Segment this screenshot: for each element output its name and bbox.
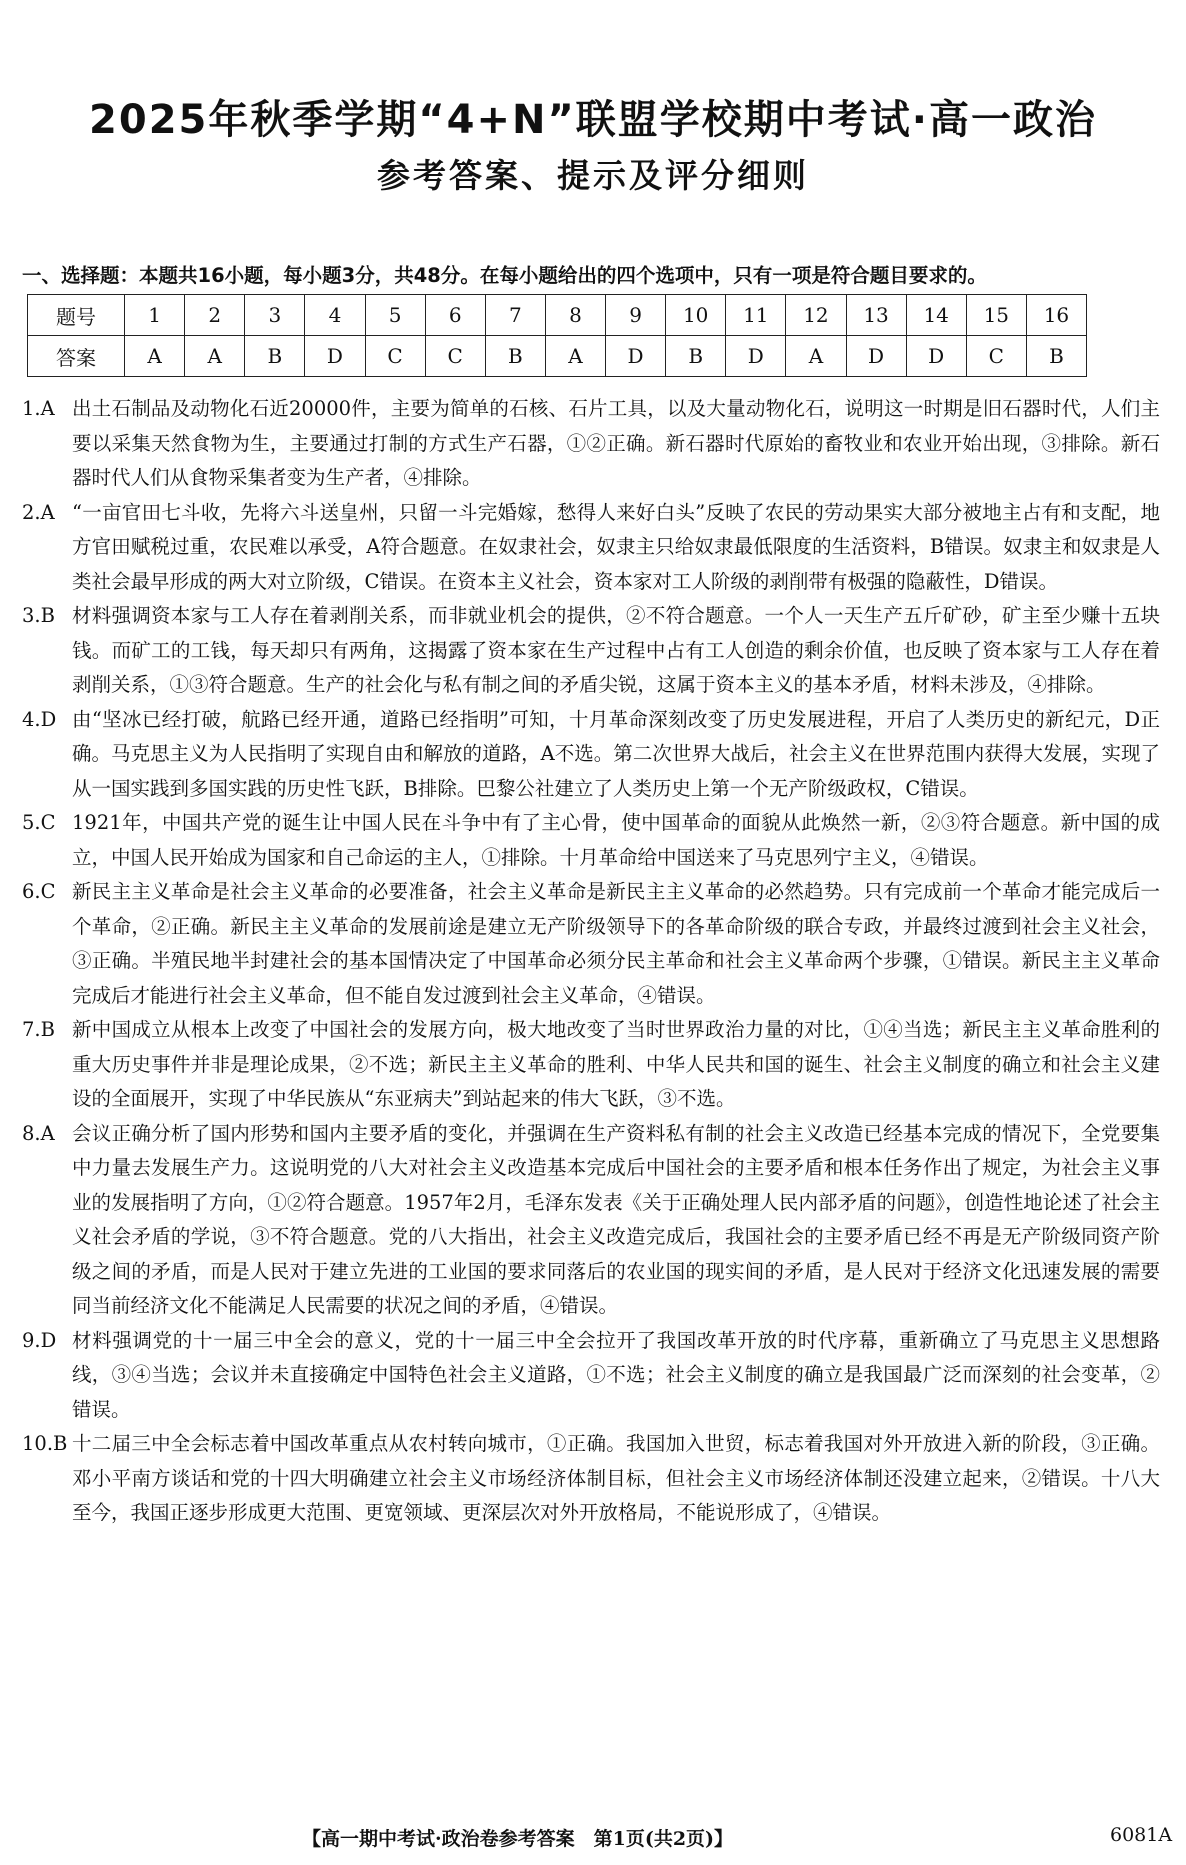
question-number: 13 (846, 295, 906, 336)
answer-cell: A (786, 336, 846, 377)
question-number: 1 (125, 295, 185, 336)
question-number: 7 (485, 295, 545, 336)
answer-row (28, 336, 1087, 377)
answer-cell: C (425, 336, 485, 377)
item-text: 由“坚冰已经打破，航路已经开通，道路已经指明”可知，十月革命深刻改变了历史发展进程，开启了人类历史的新纪元，D正确。马克思主义为人民指明了实现自由和解放的道路，A不选。第二次世界大战后，社会主义在世界范围内获得大发展，实现了从一国实践到多国实践的历史性飞跃，B排除。巴黎公社建立了人类历史上第一个无产阶级政权，C错误。 (72, 707, 1160, 800)
item-label: 9.D (22, 1328, 57, 1352)
answer-cell: B (485, 336, 545, 377)
row-label-question: 题号 (28, 295, 125, 336)
item-label: 4.D (22, 707, 57, 731)
item-label: 10.B (22, 1432, 68, 1455)
item-label: 5.C (22, 811, 56, 834)
item-text: 会议正确分析了国内形势和国内主要矛盾的变化，并强调在生产资料私有制的社会主义改造已经基本完成的情况下，全党要集中力量去发展生产力。这说明党的八大对社会主义改造基本完成后中国社会的主要矛盾和根本任务作出了规定，为社会主义事业的发展指明了方向，①②符合题意。1957年2月，毛泽东发表《关于正确处理人民内部矛盾的问题》，创造性地论述了社会主义社会矛盾的学说，③不符合题意。党的八大指出，社会主义改造完成后，我国社会的主要矛盾已经不再是无产阶级同资产阶级之间的矛盾，而是人民对于建立先进的工业国的要求同落后的农业国的现实间的矛盾，是人民对于经济文化迅速发展的需要同当前经济文化不能满足人民需要的状况之间的矛盾，④错误。 (72, 1121, 1160, 1317)
answer-cell: D (906, 336, 966, 377)
answer-cell: D (606, 336, 666, 377)
answer-cell: A (545, 336, 605, 377)
question-number: 12 (786, 295, 846, 336)
answer-table (27, 294, 1087, 377)
item-text: “一亩官田七斗收，先将六斗送皇州，只留一斗完婚嫁，愁得人来好白头”反映了农民的劳动果实大部分被地主占有和支配，地方官田赋税过重，农民难以承受，A符合题意。在奴隶社会，奴隶主只给奴隶最低限度的生活资料，B错误。奴隶主和奴隶是人类社会最早形成的两大对立阶级，C错误。在资本主义社会，资本家对工人阶级的剥削带有极强的隐蔽性，D错误。 (72, 500, 1160, 593)
explanation-item (22, 1013, 1160, 1117)
item-label: 2.A (22, 500, 55, 524)
explanation-item (22, 599, 1160, 703)
question-number: 2 (185, 295, 245, 336)
item-label: 6.C (22, 880, 56, 903)
item-text: 新民主主义革命是社会主义革命的必要准备，社会主义革命是新民主主义革命的必然趋势。只有完成前一个革命才能完成后一个革命，②正确。新民主主义革命的发展前途是建立无产阶级领导下的各革命阶级的联合专政，并最终过渡到社会主义社会，③正确。半殖民地半封建社会的基本国情决定了中国革命必须分民主革命和社会主义革命两个步骤，①错误。新民主主义革命完成后才能进行社会主义革命，但不能自发过渡到社会主义革命，④错误。 (72, 880, 1160, 1007)
item-text: 十二届三中全会标志着中国改革重点从农村转向城市，①正确。我国加入世贸，标志着我国对外开放进入新的阶段，③正确。邓小平南方谈话和党的十四大明确建立社会主义市场经济体制目标，但社会主义市场经济体制还没建立起来，②错误。十八大至今，我国正逐步形成更大范围、更宽领域、更深层次对外开放格局，不能说形成了，④错误。 (72, 1432, 1160, 1524)
question-number: 5 (365, 295, 425, 336)
explanation-item (22, 1117, 1160, 1324)
answer-cell: A (125, 336, 185, 377)
item-text: 材料强调党的十一届三中全会的意义，党的十一届三中全会拉开了我国改革开放的时代序幕，重新确立了马克思主义思想路线，③④当选；会议并未直接确定中国特色社会主义道路，①不选；社会主义制度的确立是我国最广泛而深刻的社会变革，②错误。 (72, 1328, 1160, 1421)
question-number: 8 (545, 295, 605, 336)
row-label-answer: 答案 (28, 336, 125, 377)
item-text: 出土石制品及动物化石近20000件，主要为简单的石核、石片工具，以及大量动物化石，说明这一时期是旧石器时代，人们主要以采集天然食物为生，主要通过打制的方式生产石器，①②正确。新石器时代原始的畜牧业和农业开始出现，③排除。新石器时代人们从食物采集者变为生产者，④排除。 (72, 397, 1160, 489)
item-text: 材料强调资本家与工人存在着剥削关系，而非就业机会的提供，②不符合题意。一个人一天生产五斤矿砂，矿主至少赚十五块钱。而矿工的工钱，每天却只有两角，这揭露了资本家在生产过程中占有工人创造的剩余价值，也反映了资本家与工人存在着剥削关系，①③符合题意。生产的社会化与私有制之间的矛盾尖锐，这属于资本主义的基本矛盾，材料未涉及，④排除。 (72, 604, 1160, 696)
item-text: 新中国成立从根本上改变了中国社会的发展方向，极大地改变了当时世界政治力量的对比，①④当选；新民主主义革命胜利的重大历史事件并非是理论成果，②不选；新民主主义革命的胜利、中华人民共和国的诞生、社会主义制度的确立和社会主义建设的全面展开，实现了中华民族从“东亚病夫”到站起来的伟大飞跃，③不选。 (72, 1018, 1160, 1110)
question-number: 6 (425, 295, 485, 336)
explanation-item (22, 1427, 1160, 1531)
answer-cell: B (245, 336, 305, 377)
item-label: 8.A (22, 1121, 55, 1145)
question-number: 4 (305, 295, 365, 336)
question-number: 14 (906, 295, 966, 336)
answer-cell: D (726, 336, 786, 377)
question-number: 10 (666, 295, 726, 336)
question-number: 9 (606, 295, 666, 336)
question-number: 3 (245, 295, 305, 336)
explanation-item (22, 392, 1160, 496)
item-text: 1921年，中国共产党的诞生让中国人民在斗争中有了主心骨，使中国革命的面貌从此焕然一新，②③符合题意。新中国的成立，中国人民开始成为国家和自己命运的主人，①排除。十月革命给中国送来了马克思列宁主义，④错误。 (72, 811, 1160, 869)
answer-cell: B (1026, 336, 1086, 377)
answer-cell: C (365, 336, 425, 377)
answer-cell: A (185, 336, 245, 377)
explanation-item (22, 496, 1160, 600)
answer-cell: B (666, 336, 726, 377)
question-number-row (28, 295, 1087, 336)
footer-text: 【高一期中考试·政治卷参考答案 第1页(共2页)】 (302, 1828, 734, 1850)
page-subtitle: 参考答案、提示及评分细则 (377, 156, 809, 195)
question-number: 16 (1026, 295, 1086, 336)
explanation-item (22, 806, 1160, 875)
explanation-item (22, 1324, 1160, 1428)
footer-code: 6081A (1110, 1824, 1173, 1846)
section-heading: 一、选择题：本题共16小题，每小题3分，共48分。在每小题给出的四个选项中，只有一项是符合题目要求的。 (22, 264, 987, 287)
item-label: 7.B (22, 1018, 55, 1041)
item-label: 1.A (22, 397, 55, 420)
explanation-item (22, 703, 1160, 807)
answer-cell: C (966, 336, 1026, 377)
question-number: 11 (726, 295, 786, 336)
explanation-item (22, 875, 1160, 1013)
answer-cell: D (305, 336, 365, 377)
question-number: 15 (966, 295, 1026, 336)
explanation-list (22, 392, 1160, 1531)
answer-cell: D (846, 336, 906, 377)
item-label: 3.B (22, 604, 55, 627)
page-title: 2025年秋季学期“4+N”联盟学校期中考试·高一政治 (89, 97, 1097, 143)
